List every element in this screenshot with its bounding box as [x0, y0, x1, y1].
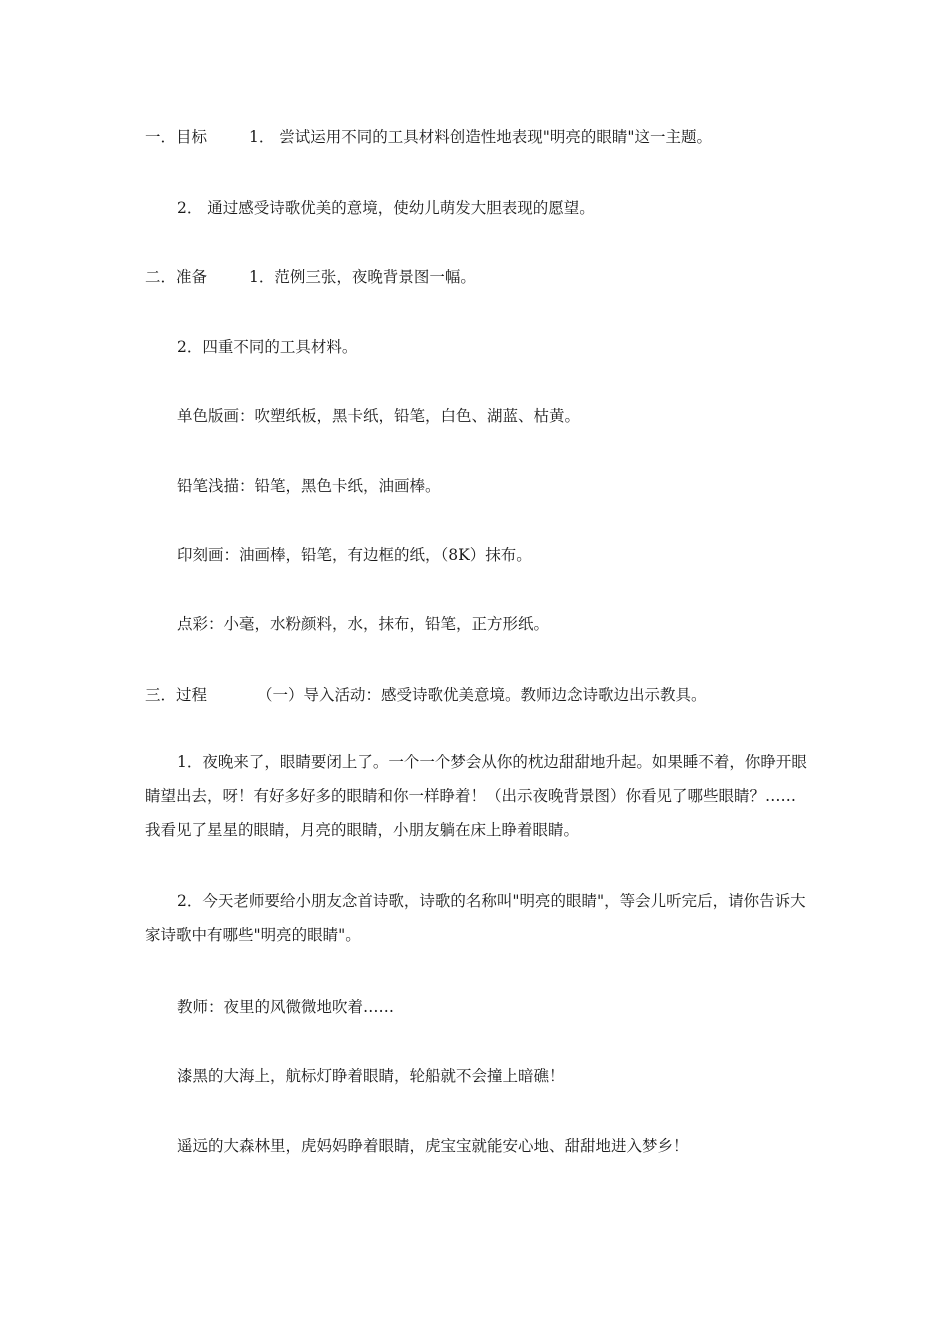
section-process-label: 三．过程 — [145, 686, 208, 704]
poem-line-2: 漆黑的大海上，航标灯睁着眼睛，轮船就不会撞上暗礁！ — [177, 1067, 565, 1085]
material-monoprint: 单色版画：吹塑纸板，黑卡纸，铅笔，白色、湖蓝、枯黄。 — [177, 407, 581, 425]
preparation-item-1: 1．范例三张，夜晚背景图一幅。 — [249, 268, 476, 286]
material-engraving: 印刻画：油画棒，铅笔，有边框的纸，（8K）抹布。 — [177, 546, 532, 564]
goal-item-1: 1． 尝试运用不同的工具材料创造性地表现"明亮的眼睛"这一主题。 — [249, 128, 713, 146]
section-goals-label: 一．目标 — [145, 128, 208, 146]
process-intro: （一）导入活动：感受诗歌优美意境。教师边念诗歌边出示教具。 — [257, 686, 707, 704]
goal-item-2: 2． 通过感受诗歌优美的意境，使幼儿萌发大胆表现的愿望。 — [177, 199, 595, 217]
process-paragraph-1: 1．夜晚来了，眼睛要闭上了。一个一个梦会从你的枕边甜甜地升起。如果睡不着，你睁开眼睛望出去，呀！有好多好多的眼睛和你一样睁着！（出示夜晚背景图）你看见了哪些眼睛？……我看见了星星的眼睛，月亮的眼睛，小朋友躺在床上睁着眼睛。 — [145, 753, 807, 839]
process-paragraph-2: 2．今天老师要给小朋友念首诗歌，诗歌的名称叫"明亮的眼睛"，等会儿听完后，请你告诉大家诗歌中有哪些"明亮的眼睛"。 — [145, 892, 806, 944]
preparation-item-2: 2．四重不同的工具材料。 — [177, 338, 358, 356]
material-pointillism: 点彩：小毫，水粉颜料，水，抹布，铅笔，正方形纸。 — [177, 615, 550, 633]
poem-line-1: 教师：夜里的风微微地吹着…… — [177, 998, 395, 1016]
section-preparation-label: 二．准备 — [145, 268, 208, 286]
material-pencil-sketch: 铅笔浅描：铅笔，黑色卡纸，油画棒。 — [177, 477, 441, 495]
poem-line-3: 遥远的大森林里，虎妈妈睁着眼睛，虎宝宝就能安心地、甜甜地进入梦乡！ — [177, 1137, 689, 1155]
